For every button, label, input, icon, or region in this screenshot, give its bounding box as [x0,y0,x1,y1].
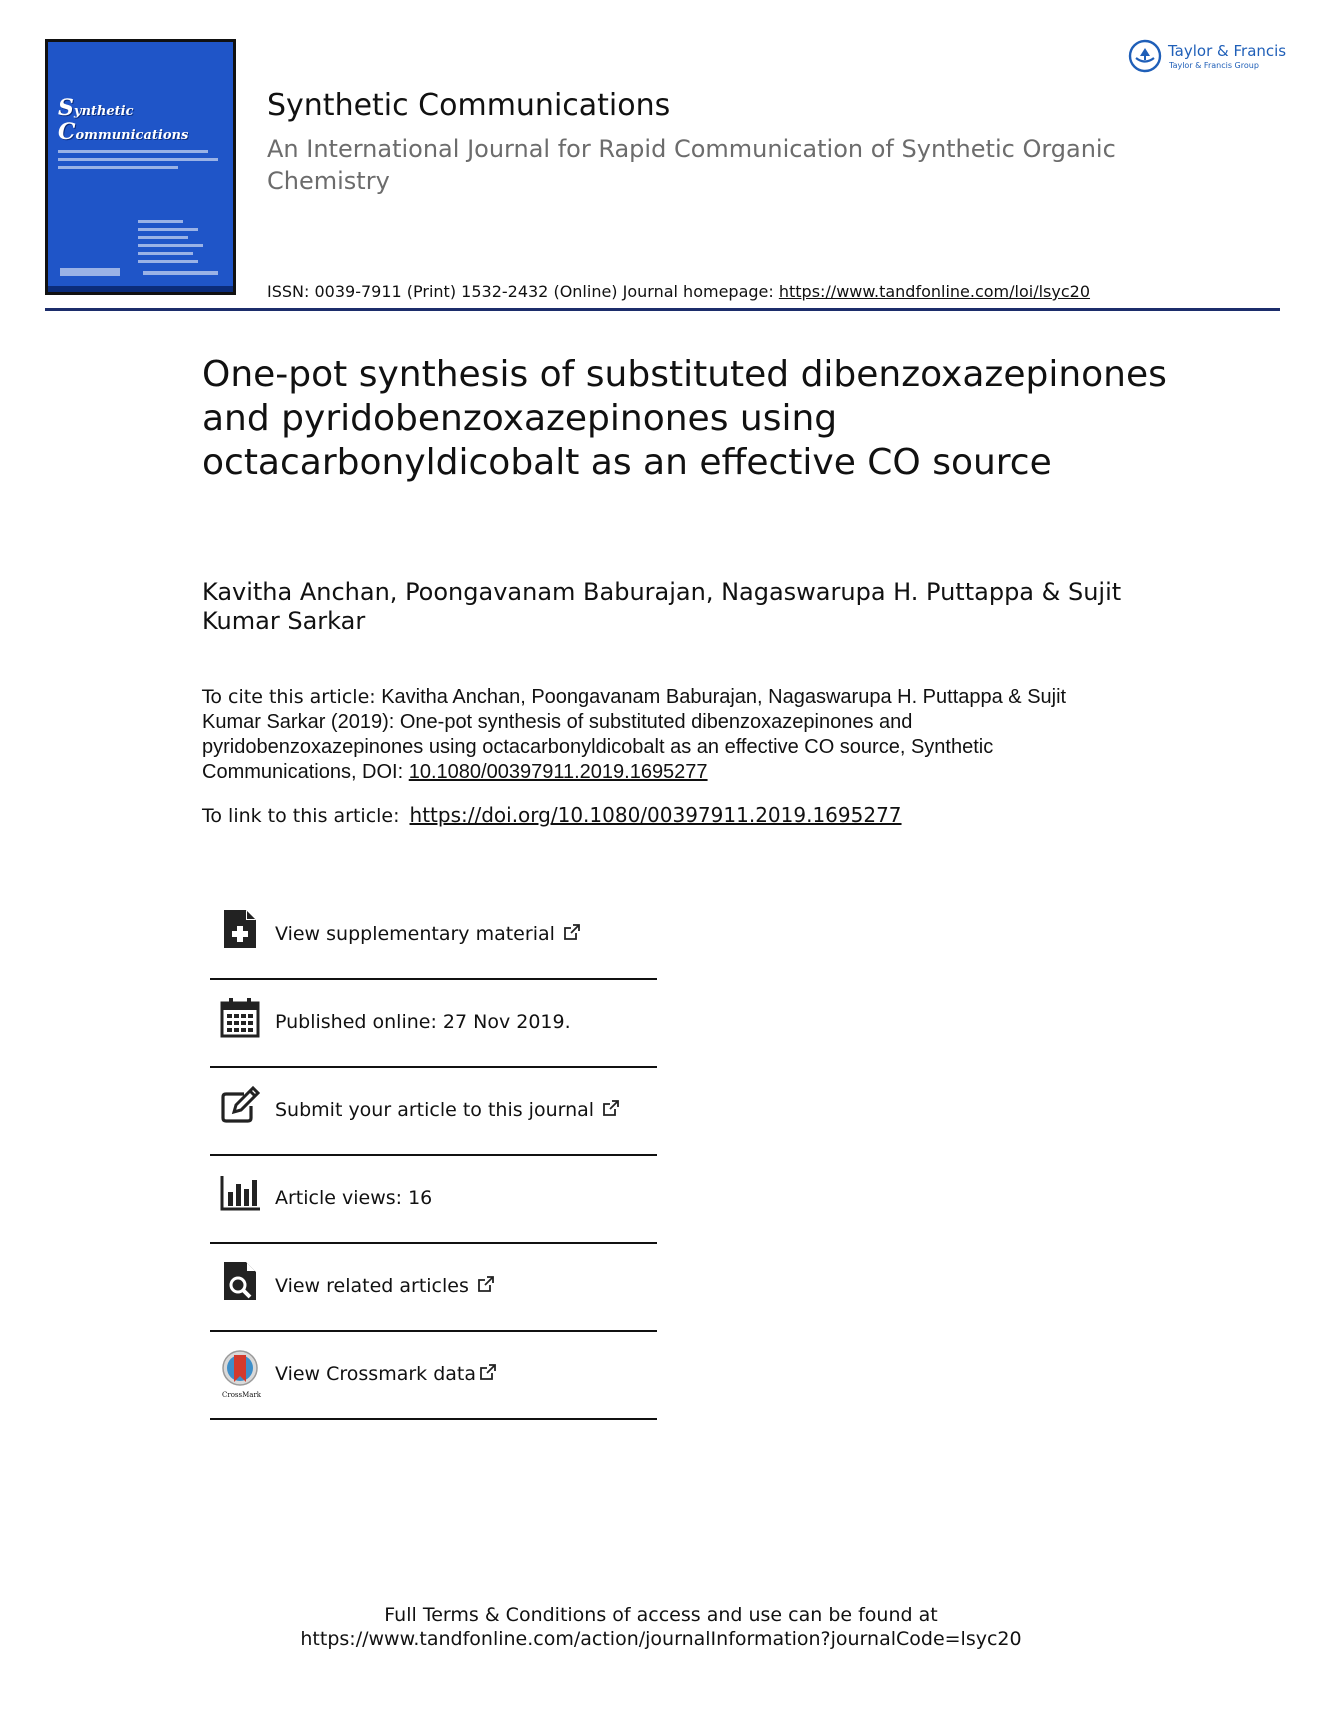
cover-title: Synthetic Communications [58,95,189,145]
article-link-line [202,803,902,827]
terms-footer [0,1603,1322,1651]
info-row-label: View Crossmark data [275,1363,497,1385]
article-info-list [210,892,657,1420]
external-link-icon [563,923,581,941]
info-row-supplementary[interactable] [210,892,657,980]
cover-editor-lines [138,220,208,268]
citation-label: To cite this article: [202,686,376,708]
publisher-group: Taylor & Francis Group [1169,61,1259,70]
cover-publisher-mark [60,268,120,276]
info-row-published [210,980,657,1068]
info-row-views [210,1156,657,1244]
cover-text-lines [58,150,218,174]
crossmark-caption: CrossMark [222,1391,262,1399]
article-link-label: To link to this article: [202,805,400,827]
info-row-label: Article views: 16 [275,1187,433,1209]
info-row-submit[interactable] [210,1068,657,1156]
info-row-label: Published online: 27 Nov 2019. [275,1011,571,1033]
taylor-francis-logo-icon [1128,39,1162,73]
terms-footer-url[interactable]: https://www.tandfonline.com/action/journalInformation?journalCode=lsyc20 [300,1628,1022,1650]
article-authors: Kavitha Anchan, Poongavanam Baburajan, Nagaswarupa H. Puttappa & Sujit Kumar Sarkar [202,578,1122,635]
header-divider [45,308,1280,311]
info-row-label: View related articles [275,1275,495,1297]
citation-text: Kavitha Anchan, Poongavanam Baburajan, Nagaswarupa H. Puttappa & Sujit Kumar Sarkar (2019): One-pot synthesis of substituted dibenzoxazepinones and pyridobenzoxazepinones using octacarbonyldicobalt as an effective CO source, Synthetic Communications, DOI: [202,686,1067,783]
citation-block [202,685,1082,785]
edit-icon [220,1084,260,1126]
terms-footer-line1: Full Terms & Conditions of access and use can be found at [384,1604,938,1626]
file-plus-icon [220,908,260,950]
cover-title-line2: ommunications [75,128,189,143]
external-link-icon [602,1099,620,1117]
calendar-icon [220,996,260,1038]
publisher-logo[interactable] [1128,39,1288,77]
cover-title-line1: ynthetic [73,104,134,119]
info-row-label: Submit your article to this journal [275,1099,620,1121]
info-row-label: View supplementary material [275,923,581,945]
external-link-icon [479,1363,497,1381]
journal-subtitle: An International Journal for Rapid Communication of Synthetic Organic Chemistry [267,135,1116,195]
info-row-crossmark[interactable] [210,1332,657,1420]
issn-text: ISSN: 0039-7911 (Print) 1532-2432 (Online) Journal homepage: [267,282,779,301]
cover-bottom-bar [48,286,233,292]
search-document-icon [220,1260,260,1302]
article-doi-url[interactable]: https://doi.org/10.1080/00397911.2019.1695277 [409,803,902,827]
info-row-related[interactable] [210,1244,657,1332]
cover-volume-mark [143,271,218,275]
issn-line [267,282,1090,301]
journal-name: Synthetic Communications [267,88,671,123]
external-link-icon [477,1275,495,1293]
publisher-name: Taylor & Francis [1168,42,1287,60]
crossmark-icon [220,1348,260,1388]
bar-chart-icon [220,1172,260,1214]
crossmark-badge [220,1348,262,1399]
article-title: One-pot synthesis of substituted dibenzoxazepinones and pyridobenzoxazepinones using octacarbonyldicobalt as an effective CO source [202,354,1167,483]
journal-homepage-link[interactable]: https://www.tandfonline.com/loi/lsyc20 [778,282,1091,301]
journal-cover-image [45,39,236,295]
doi-link[interactable]: 10.1080/00397911.2019.1695277 [408,761,708,783]
